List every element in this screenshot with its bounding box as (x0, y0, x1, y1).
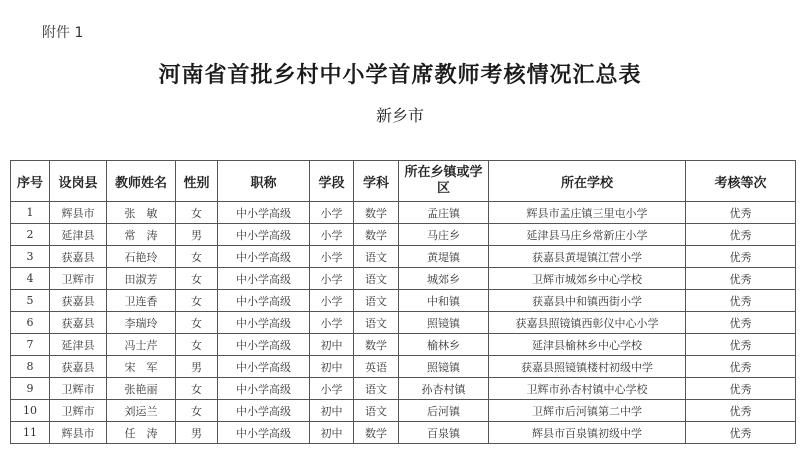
table-row (11, 224, 796, 246)
cell-teacher-name: 李瑞玲 (107, 312, 176, 334)
table-row (11, 356, 796, 378)
cell-title: 中小学高级 (218, 334, 310, 356)
cell-county: 辉县市 (50, 202, 107, 224)
cell-gender: 女 (176, 246, 218, 268)
cell-title: 中小学高级 (218, 422, 310, 444)
cell-index: 6 (11, 312, 50, 334)
cell-town: 城郊乡 (399, 268, 489, 290)
cell-rating: 优秀 (686, 202, 796, 224)
cell-gender: 女 (176, 334, 218, 356)
cell-teacher-name: 冯士芹 (107, 334, 176, 356)
cell-title: 中小学高级 (218, 202, 310, 224)
cell-school: 卫辉市孙杏村镇中心学校 (489, 378, 686, 400)
cell-index: 5 (11, 290, 50, 312)
cell-teacher-name: 田淑芳 (107, 268, 176, 290)
cell-town: 孙杏村镇 (399, 378, 489, 400)
header-teacher-name: 教师姓名 (107, 161, 176, 202)
cell-school: 获嘉县黄堤镇江营小学 (489, 246, 686, 268)
cell-school: 卫辉市后河镇第二中学 (489, 400, 686, 422)
cell-county: 延津县 (50, 334, 107, 356)
table-header-row (11, 161, 796, 202)
cell-school: 延津县马庄乡常新庄小学 (489, 224, 686, 246)
cell-county: 卫辉市 (50, 400, 107, 422)
table-row (11, 378, 796, 400)
cell-teacher-name: 张艳丽 (107, 378, 176, 400)
cell-stage: 小学 (310, 290, 354, 312)
cell-town: 黄堤镇 (399, 246, 489, 268)
cell-rating: 优秀 (686, 422, 796, 444)
cell-gender: 女 (176, 312, 218, 334)
cell-index: 1 (11, 202, 50, 224)
cell-subject: 语文 (354, 312, 399, 334)
cell-school: 辉县市孟庄镇三里屯小学 (489, 202, 686, 224)
cell-index: 8 (11, 356, 50, 378)
cell-rating: 优秀 (686, 224, 796, 246)
cell-county: 获嘉县 (50, 290, 107, 312)
cell-index: 9 (11, 378, 50, 400)
cell-teacher-name: 任 涛 (107, 422, 176, 444)
cell-teacher-name: 卫连香 (107, 290, 176, 312)
cell-stage: 小学 (310, 246, 354, 268)
page-subtitle: 新乡市 (375, 106, 424, 125)
cell-subject: 语文 (354, 268, 399, 290)
cell-title: 中小学高级 (218, 356, 310, 378)
cell-school: 卫辉市城郊乡中心学校 (489, 268, 686, 290)
header-town: 所在乡镇或学区 (399, 161, 489, 202)
page-title: 河南省首批乡村中小学首席教师考核情况汇总表 (158, 63, 642, 88)
table-row (11, 422, 796, 444)
header-school: 所在学校 (489, 161, 686, 202)
cell-title: 中小学高级 (218, 378, 310, 400)
cell-rating: 优秀 (686, 246, 796, 268)
summary-table (10, 160, 796, 444)
cell-town: 照镜镇 (399, 312, 489, 334)
cell-teacher-name: 石艳玲 (107, 246, 176, 268)
table-row (11, 400, 796, 422)
cell-title: 中小学高级 (218, 400, 310, 422)
table-row (11, 312, 796, 334)
cell-teacher-name: 宋 军 (107, 356, 176, 378)
cell-index: 4 (11, 268, 50, 290)
header-stage: 学段 (310, 161, 354, 202)
cell-school: 辉县市百泉镇初级中学 (489, 422, 686, 444)
cell-index: 3 (11, 246, 50, 268)
cell-school: 延津县榆林乡中心学校 (489, 334, 686, 356)
cell-index: 10 (11, 400, 50, 422)
cell-title: 中小学高级 (218, 246, 310, 268)
table-row (11, 334, 796, 356)
table-row (11, 268, 796, 290)
table-row (11, 290, 796, 312)
cell-title: 中小学高级 (218, 224, 310, 246)
cell-town: 照镜镇 (399, 356, 489, 378)
cell-index: 2 (11, 224, 50, 246)
cell-subject: 语文 (354, 246, 399, 268)
cell-subject: 数学 (354, 422, 399, 444)
cell-index: 11 (11, 422, 50, 444)
cell-rating: 优秀 (686, 356, 796, 378)
cell-rating: 优秀 (686, 312, 796, 334)
cell-stage: 初中 (310, 422, 354, 444)
cell-school: 获嘉县中和镇西街小学 (489, 290, 686, 312)
cell-school: 获嘉县照镜镇西彰仪中心小学 (489, 312, 686, 334)
cell-subject: 数学 (354, 224, 399, 246)
cell-town: 马庄乡 (399, 224, 489, 246)
cell-gender: 女 (176, 268, 218, 290)
cell-teacher-name: 刘运兰 (107, 400, 176, 422)
cell-rating: 优秀 (686, 290, 796, 312)
cell-subject: 语文 (354, 290, 399, 312)
cell-stage: 小学 (310, 312, 354, 334)
cell-title: 中小学高级 (218, 290, 310, 312)
cell-teacher-name: 常 涛 (107, 224, 176, 246)
cell-county: 卫辉市 (50, 378, 107, 400)
cell-town: 百泉镇 (399, 422, 489, 444)
header-rating: 考核等次 (686, 161, 796, 202)
cell-county: 获嘉县 (50, 246, 107, 268)
cell-rating: 优秀 (686, 400, 796, 422)
cell-town: 后河镇 (399, 400, 489, 422)
cell-gender: 女 (176, 290, 218, 312)
table-row (11, 202, 796, 224)
header-title: 职称 (218, 161, 310, 202)
attachment-label: 附件 1 (42, 25, 84, 41)
cell-gender: 女 (176, 400, 218, 422)
cell-stage: 小学 (310, 268, 354, 290)
cell-title: 中小学高级 (218, 268, 310, 290)
cell-rating: 优秀 (686, 334, 796, 356)
cell-county: 卫辉市 (50, 268, 107, 290)
header-index: 序号 (11, 161, 50, 202)
cell-town: 孟庄镇 (399, 202, 489, 224)
cell-subject: 数学 (354, 334, 399, 356)
cell-school: 获嘉县照镜镇楼村初级中学 (489, 356, 686, 378)
cell-town: 中和镇 (399, 290, 489, 312)
cell-rating: 优秀 (686, 268, 796, 290)
cell-index: 7 (11, 334, 50, 356)
cell-gender: 男 (176, 224, 218, 246)
cell-gender: 女 (176, 378, 218, 400)
cell-stage: 初中 (310, 356, 354, 378)
cell-county: 延津县 (50, 224, 107, 246)
cell-rating: 优秀 (686, 378, 796, 400)
cell-stage: 小学 (310, 202, 354, 224)
cell-county: 辉县市 (50, 422, 107, 444)
table-row (11, 246, 796, 268)
header-gender: 性别 (176, 161, 218, 202)
cell-title: 中小学高级 (218, 312, 310, 334)
cell-teacher-name: 张 敏 (107, 202, 176, 224)
cell-stage: 初中 (310, 334, 354, 356)
cell-subject: 数学 (354, 202, 399, 224)
cell-subject: 语文 (354, 378, 399, 400)
header-county: 设岗县 (50, 161, 107, 202)
cell-gender: 女 (176, 202, 218, 224)
cell-gender: 男 (176, 356, 218, 378)
cell-stage: 初中 (310, 400, 354, 422)
cell-county: 获嘉县 (50, 356, 107, 378)
cell-subject: 英语 (354, 356, 399, 378)
cell-stage: 小学 (310, 378, 354, 400)
cell-gender: 男 (176, 422, 218, 444)
cell-subject: 语文 (354, 400, 399, 422)
header-subject: 学科 (354, 161, 399, 202)
cell-county: 获嘉县 (50, 312, 107, 334)
table-body (11, 202, 796, 444)
cell-stage: 小学 (310, 224, 354, 246)
cell-town: 榆林乡 (399, 334, 489, 356)
